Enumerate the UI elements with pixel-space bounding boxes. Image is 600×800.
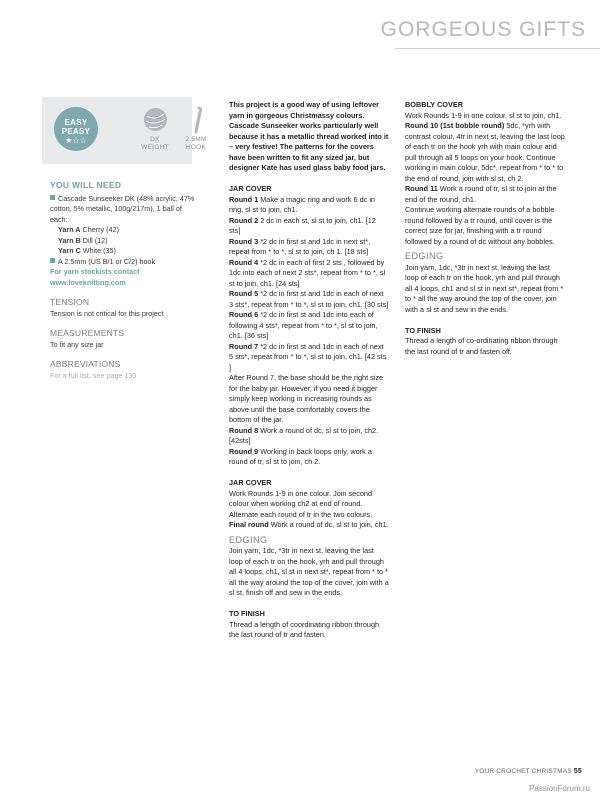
badge-line2: PEASY xyxy=(61,127,91,136)
yarn-line: Cascade Sunseeker DK (48% acrylic, 47% cotton, 5% metallic, 100g/217m), 1 ball of each: xyxy=(50,193,195,224)
round-text: Make a magic ring and work 6 dc in ring, sl st to join, ch1. xyxy=(229,194,375,214)
round-text: Work a round of dc, sl st to join, ch2. [42sts] xyxy=(229,425,379,445)
difficulty-stars-icon: ★☆☆ xyxy=(65,136,87,145)
yarn-list-item xyxy=(50,194,195,226)
round-label: Round 8 xyxy=(229,425,259,435)
yarn-a-name: Yarn A xyxy=(58,225,81,234)
edging-text: Join yarn, 1dc, *3tr in next st, leaving the last loop of each tr on the hook, yrh and pull through all 4 loops, ch1 and sl st in next st*, repeat from * to * all the way around the top of the cover, join with a sl st and sew in the ends. xyxy=(405,262,564,314)
hook-caption: HOOK xyxy=(185,144,207,151)
round-4 xyxy=(229,258,389,290)
round-1 xyxy=(229,195,389,216)
pattern-column-1 xyxy=(229,100,389,641)
round-label: Final round xyxy=(229,520,269,529)
jar-cover-2-text: Work Rounds 1-9 in one colour. Join second colour when working ch2 at end of round. Alternate each round of tr in the two colours. xyxy=(229,488,373,519)
to-finish-text: Thread a length of co-ordinating ribbon through the last round of tr and fasten off. xyxy=(405,336,558,356)
jar-cover-heading: JAR COVER xyxy=(229,184,272,193)
round-text: Working in back loops only, work a round of tr, sl st to join, ch 2. xyxy=(229,446,372,466)
round-label: Round 7 xyxy=(229,341,259,351)
weight-caption: WEIGHT xyxy=(141,144,169,151)
yarn-a-desc: Cherry (42) xyxy=(82,225,119,234)
edging-text: Join yarn, 1dc, *3tr in next st, leaving the last loop of each tr on the hook, yrh and pull through all 4 loops, ch1, sl st in next st*, repeat from * to * all the way around the top of the cover, join with a sl st, finish off and sew in the ends. xyxy=(229,546,389,597)
to-finish-heading: TO FINISH xyxy=(229,609,265,618)
round-label: Round 1 xyxy=(229,194,259,204)
to-finish-heading: TO FINISH xyxy=(405,325,441,335)
jar-cover-2-heading: JAR COVER xyxy=(229,478,272,487)
yarn-weight-label xyxy=(135,136,175,152)
measurements-text: To fit any size jar xyxy=(50,339,104,349)
round-10 xyxy=(405,121,565,184)
yarn-c-desc: White (35) xyxy=(82,246,116,255)
edging-heading: EDGING xyxy=(405,251,444,261)
round-7 xyxy=(229,342,389,374)
info-panel xyxy=(42,97,207,164)
round-label: Round 4 xyxy=(229,257,259,267)
you-will-need-heading: YOU WILL NEED xyxy=(50,180,122,190)
yarn-b xyxy=(50,236,195,247)
materials-column xyxy=(50,180,195,381)
yarn-c-name: Yarn C xyxy=(58,246,81,255)
round-text: Work a round of tr, sl st to join at the end of the round, ch1. xyxy=(405,184,557,204)
bullet-icon xyxy=(50,195,55,200)
round-label: Round 10 (1st bobble round) xyxy=(405,121,505,130)
yarn-ball-icon xyxy=(144,108,167,131)
final-round xyxy=(229,520,389,531)
round-5 xyxy=(229,289,389,310)
page-number: 55 xyxy=(573,768,582,775)
hook-value: 2.5MM xyxy=(185,136,207,143)
hook-line: A 2.5mm (US B/1 or C/2) hook xyxy=(58,256,156,266)
round-text: 5dc, *yrh with contrast colour, 4tr in next st, leaving the last loop of each tr on the hook yrh with main colour and pull through all 5 loops on your hook. Continue working in main colour, 5dc*, repeat from * to * to the end of round, join with sl st, ch 2. xyxy=(405,121,565,183)
round-label: Round 6 xyxy=(229,310,259,319)
round-text: Work a round of dc, sl st to join, ch1. xyxy=(270,520,389,529)
website-link[interactable]: www.loveknitting.com xyxy=(50,277,126,287)
continue-text: Continue working alternate rounds of a bobble round followed by a tr round, until cover is the correct size for jar, finishing with a tr round followed by a round of dc without any bobbles. xyxy=(405,205,555,246)
round-text: *2 dc in first st and 1dc in each of next 3 sts*, repeat from * to *, sl st to join, ch1. [30 sts] xyxy=(229,289,389,309)
header-rule xyxy=(395,48,600,49)
tension-text: Tension is not critical for this project xyxy=(50,308,164,318)
abbreviations-text: For a full list, see page 130 xyxy=(50,370,137,380)
after-round-7-text: After Round 7, the base should be the right size for the baby jar. However, if you need it bigger simply keep working in increasing rounds as above until the base comfortably covers the bottom of the jar. xyxy=(229,373,384,424)
measurements-heading: MEASUREMENTS xyxy=(50,328,125,338)
round-label: Round 2 xyxy=(229,215,259,225)
hook-list-item xyxy=(50,257,195,268)
round-text: *2 dc in each of first 2 sts , followed by 1dc into each of next 2 sts*, repeat from * to *, sl st to join, ch1. [24 sts] xyxy=(229,257,386,288)
round-6 xyxy=(229,310,389,342)
weight-value: DK xyxy=(150,136,160,143)
yarn-a xyxy=(50,225,195,236)
hook-size-label xyxy=(178,136,214,152)
round-11 xyxy=(405,184,565,205)
badge-line1: EASY xyxy=(64,118,88,127)
round-label: Round 5 xyxy=(229,289,259,298)
round-8 xyxy=(229,426,389,447)
watermark: PassionForum.ru xyxy=(529,784,590,793)
round-text: *2 dc in first st and 1dc in next st*, repeat from * to *, sl st to join, ch 1. [18 sts] xyxy=(229,236,371,256)
to-finish-text: Thread a length of coordinating ribbon through the last round of tr and fasten. xyxy=(229,619,380,639)
bobbly-cover-text: Work Rounds 1-9 in one colour, sl st to join, ch1. xyxy=(405,110,562,120)
page-footer xyxy=(475,768,582,775)
round-text: *2 dc in first st and 1dc in each of next 5 sts*, repeat from * to *, sl st to join, ch1. [42 sts ] xyxy=(229,341,387,372)
round-label: Round 9 xyxy=(229,446,259,456)
round-label: Round 3 xyxy=(229,236,259,246)
tension-heading: TENSION xyxy=(50,297,90,307)
difficulty-badge xyxy=(54,107,98,151)
page-section-title: GORGEOUS GIFTS xyxy=(380,18,586,41)
abbreviations-heading: ABBREVIATIONS xyxy=(50,359,121,369)
round-3 xyxy=(229,237,389,258)
round-2 xyxy=(229,216,389,237)
magazine-name: YOUR CROCHET CHRISTMAS xyxy=(474,768,572,775)
yarn-b-name: Yarn B xyxy=(58,235,81,245)
edging-heading: EDGING xyxy=(229,534,268,545)
bobbly-cover-heading: BOBBLY COVER xyxy=(405,100,463,109)
pattern-column-2 xyxy=(405,100,565,357)
stockists-text: For yarn stockists contact xyxy=(50,267,140,276)
round-text: *2 dc in first st and 1dc into each of following 4 sts*, repeat from * to *, sl st to join, ch1. [36 sts] xyxy=(229,310,378,340)
intro-text: This project is a good way of using leftover yarn in gorgeous Christmassy colours. Cascade Sunseeker works particularly well because it has a metallic thread worked into it – very festive! The patterns for the covers have been written to fit any sized jar, but designer Kate has used glass baby food jars. xyxy=(229,100,389,172)
bullet-icon xyxy=(50,258,55,263)
yarn-c xyxy=(50,246,195,257)
crochet-hook-icon xyxy=(189,106,205,134)
round-9 xyxy=(229,447,389,468)
round-label: Round 11 xyxy=(405,184,438,193)
yarn-b-desc: Dill (12) xyxy=(82,235,108,245)
round-text: 2 dc in each st, sl st to join, ch1. [12 sts] xyxy=(229,215,376,235)
